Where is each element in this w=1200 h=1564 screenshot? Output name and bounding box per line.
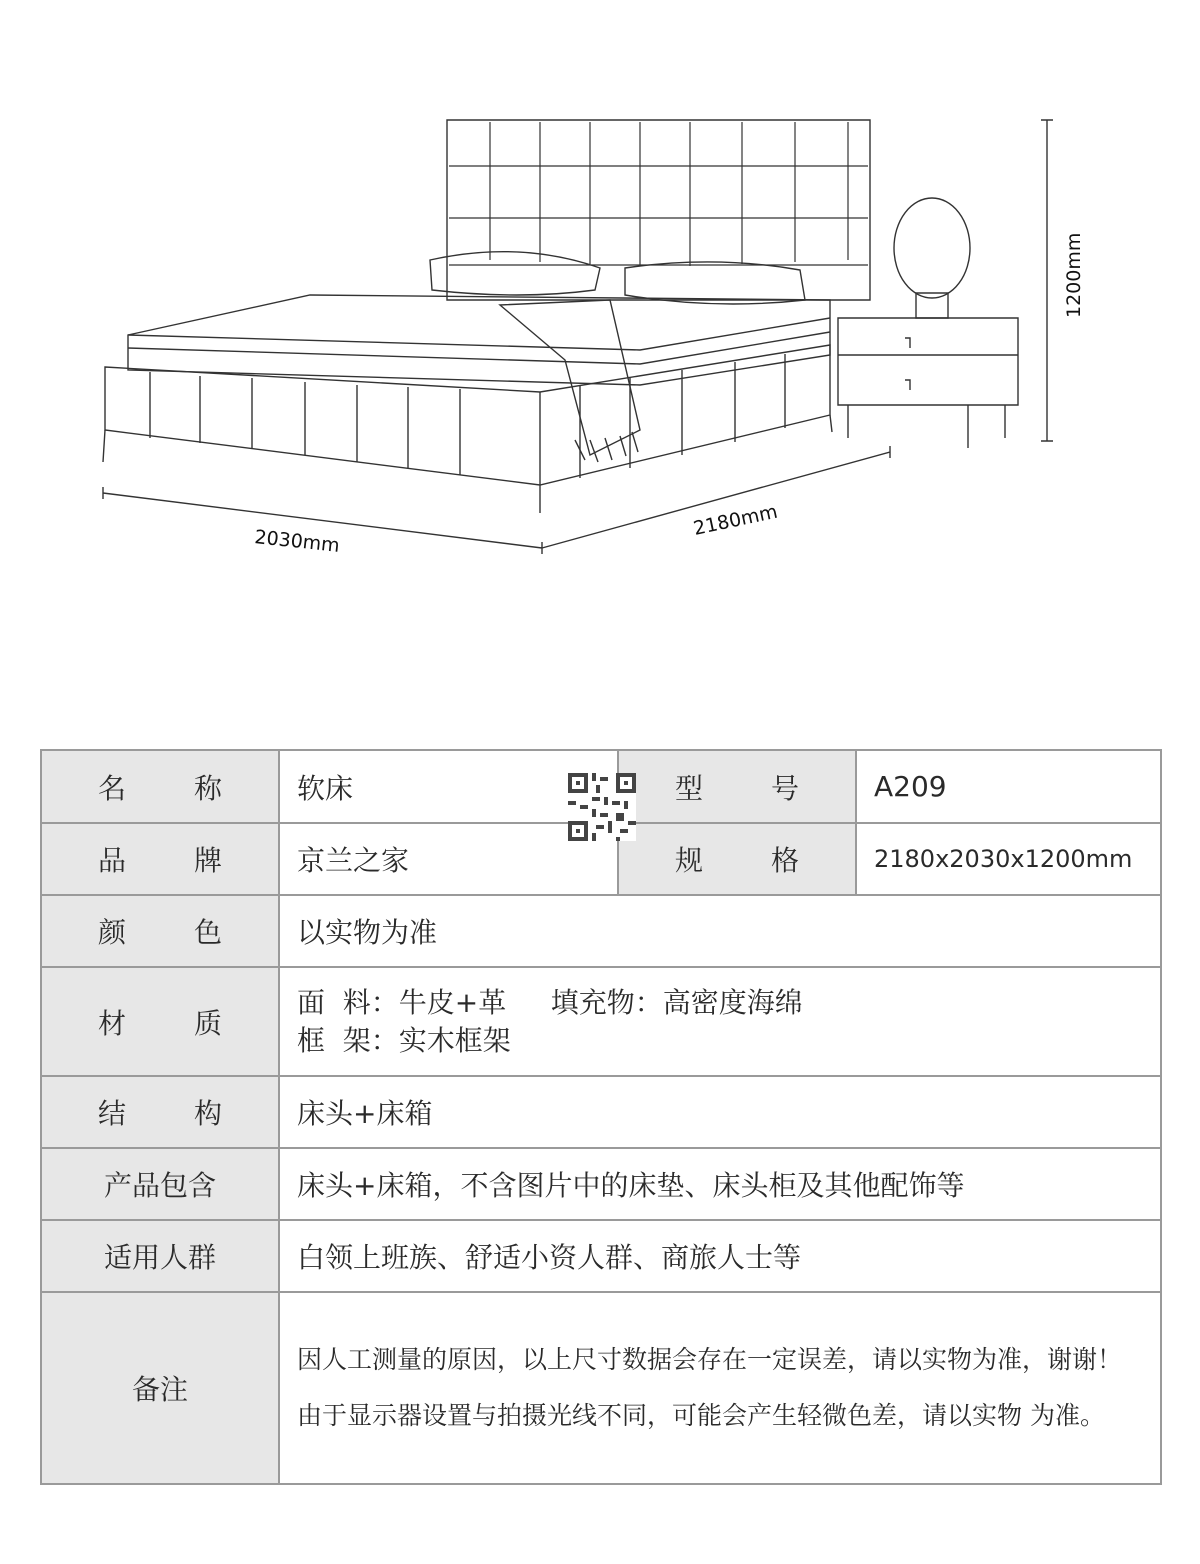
audience-label: 适用人群 (103, 1241, 216, 1274)
size-label-cell (618, 823, 856, 895)
color-label-cell (41, 895, 279, 967)
remarks-line-1: 因人工测量的原因，以上尺寸数据会存在一定误差，请以实物为准，谢谢！ (297, 1345, 1123, 1374)
throw-blanket (500, 300, 640, 455)
table-row (41, 1076, 1161, 1148)
material-label-cell (41, 967, 279, 1076)
audience-value: 白领上班族、舒适小资人群、商旅人士等 (279, 1220, 1161, 1292)
material-label: 材质 (98, 1006, 222, 1040)
dim-line-height (1041, 120, 1053, 441)
remarks-line-2: 由于显示器设置与拍摄光线不同，可能会产生轻微色差，请以实物 为准。 (297, 1401, 1105, 1430)
material-line-2: 框 架：实木框架 (297, 1023, 511, 1057)
material-line-1: 面 料：牛皮+革 填充物：高密度海绵 (297, 985, 803, 1019)
dim-length-label: 2180mm (691, 500, 780, 540)
decor-sculpture (894, 198, 970, 298)
table-row (41, 1292, 1161, 1484)
headboard (447, 120, 870, 300)
model-label: 型号 (675, 771, 799, 805)
model-value: A209 (856, 750, 1161, 823)
includes-label-cell (41, 1148, 279, 1220)
includes-value: 床头+床箱，不含图片中的床垫、床头柜及其他配饰等 (279, 1148, 1161, 1220)
size-label: 规格 (675, 844, 799, 877)
material-value-cell (279, 967, 1161, 1076)
brand-label: 品牌 (98, 844, 222, 877)
dim-width-label: 2030mm (253, 526, 341, 557)
table-row (41, 1148, 1161, 1220)
structure-label: 结构 (98, 1097, 222, 1130)
pillow-left (430, 252, 600, 295)
name-value: 软床 (279, 750, 618, 823)
model-label-cell (618, 750, 856, 823)
color-label: 颜色 (98, 916, 222, 949)
structure-value: 床头+床箱 (279, 1076, 1161, 1148)
includes-label: 产品包含 (103, 1169, 216, 1202)
table-row (41, 895, 1161, 967)
dim-height-label: 1200mm (1063, 232, 1085, 318)
table-row (41, 967, 1161, 1076)
table-row (41, 1220, 1161, 1292)
headboard-tufting (449, 122, 868, 266)
size-value: 2180x2030x1200mm (856, 823, 1161, 895)
qr-code-icon (568, 773, 636, 841)
bed-line-drawing (0, 0, 1200, 620)
spec-table (40, 749, 1162, 1485)
name-label: 名称 (98, 771, 222, 805)
brand-value: 京兰之家 (279, 823, 618, 895)
bed-base (105, 345, 830, 485)
nightstand (838, 318, 1018, 405)
color-value: 以实物为准 (279, 895, 1161, 967)
mattress (128, 295, 830, 385)
name-label-cell (41, 750, 279, 823)
remarks-value-cell (279, 1292, 1161, 1484)
brand-label-cell (41, 823, 279, 895)
structure-label-cell (41, 1076, 279, 1148)
remarks-label-cell (41, 1292, 279, 1484)
audience-label-cell (41, 1220, 279, 1292)
remarks-label: 备注 (131, 1373, 188, 1406)
